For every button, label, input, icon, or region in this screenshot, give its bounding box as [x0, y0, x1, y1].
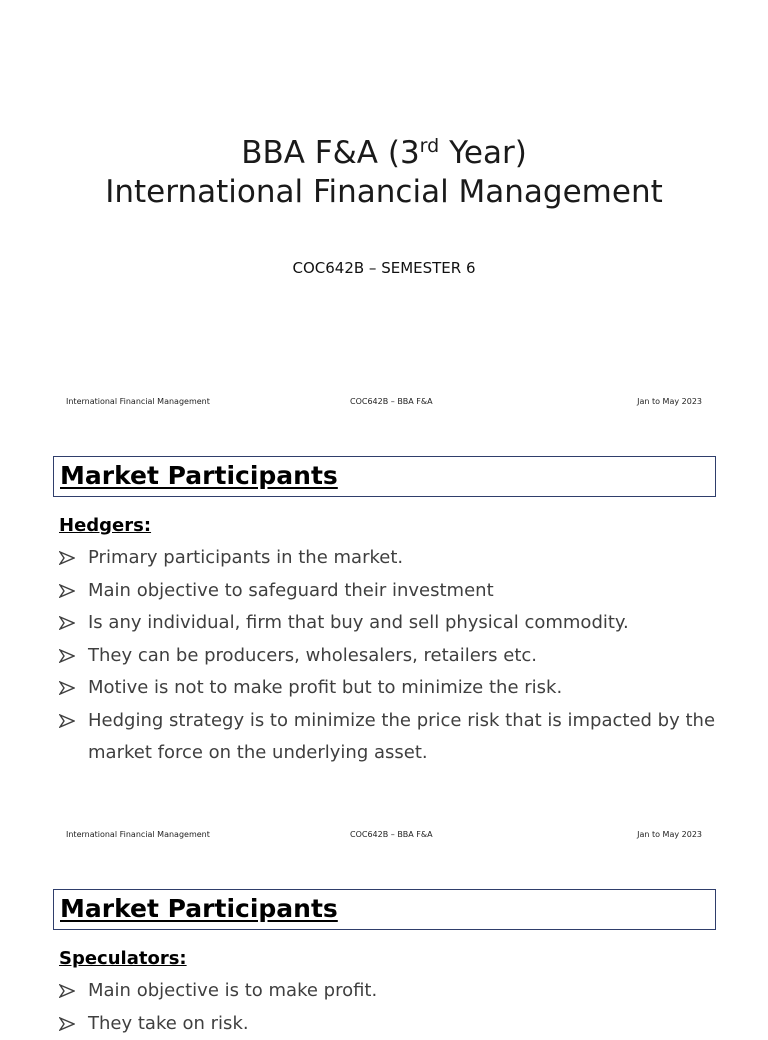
title-line-1	[0, 135, 768, 171]
arrowhead-bullet-icon	[59, 551, 75, 565]
list-item	[59, 975, 719, 1008]
list-item	[59, 607, 719, 640]
slide-heading-box	[53, 456, 716, 497]
arrowhead-bullet-icon	[59, 649, 75, 663]
section-label-speculators: Speculators:	[59, 948, 187, 969]
slide-footer	[0, 830, 768, 844]
footer-left: International Financial Management	[66, 397, 210, 406]
arrowhead-bullet-icon	[59, 714, 75, 728]
footer-center: COC642B – BBA F&A	[350, 830, 433, 839]
title-prefix: BBA F&A (3	[241, 135, 419, 171]
bullet-text: Primary participants in the market.	[88, 547, 403, 568]
bullet-text: Hedging strategy is to minimize the price risk that is impacted by the market force on the underlying asset.	[88, 710, 715, 764]
footer-center: COC642B – BBA F&A	[350, 397, 433, 406]
slide-footer	[0, 397, 768, 411]
slide-heading: Market Participants	[60, 894, 338, 923]
title-superscript: rd	[420, 135, 440, 157]
bullet-text: Main objective is to make profit.	[88, 980, 377, 1001]
bullet-list-hedgers	[59, 542, 719, 770]
list-item	[59, 575, 719, 608]
arrowhead-bullet-icon	[59, 984, 75, 998]
list-item	[59, 705, 719, 770]
section-label-hedgers: Hedgers:	[59, 515, 151, 536]
footer-left: International Financial Management	[66, 830, 210, 839]
course-code: COC642B – SEMESTER 6	[0, 259, 768, 277]
arrowhead-bullet-icon	[59, 584, 75, 598]
bullet-text: Main objective to safeguard their investment	[88, 580, 494, 601]
slide-heading: Market Participants	[60, 461, 338, 490]
arrowhead-bullet-icon	[59, 681, 75, 695]
bullet-text: They can be producers, wholesalers, retailers etc.	[88, 645, 537, 666]
list-item	[59, 640, 719, 673]
bullet-text: Is any individual, firm that buy and sell physical commodity.	[88, 612, 629, 633]
footer-right: Jan to May 2023	[637, 830, 702, 839]
footer-right: Jan to May 2023	[637, 397, 702, 406]
bullet-text: Motive is not to make profit but to minimize the risk.	[88, 677, 562, 698]
title-suffix: Year)	[439, 135, 527, 171]
list-item	[59, 542, 719, 575]
title-line-2: International Financial Management	[0, 174, 768, 210]
bullet-list-speculators	[59, 975, 719, 1040]
list-item	[59, 672, 719, 705]
arrowhead-bullet-icon	[59, 616, 75, 630]
bullet-text: They take on risk.	[88, 1013, 249, 1034]
slide-heading-box	[53, 889, 716, 930]
